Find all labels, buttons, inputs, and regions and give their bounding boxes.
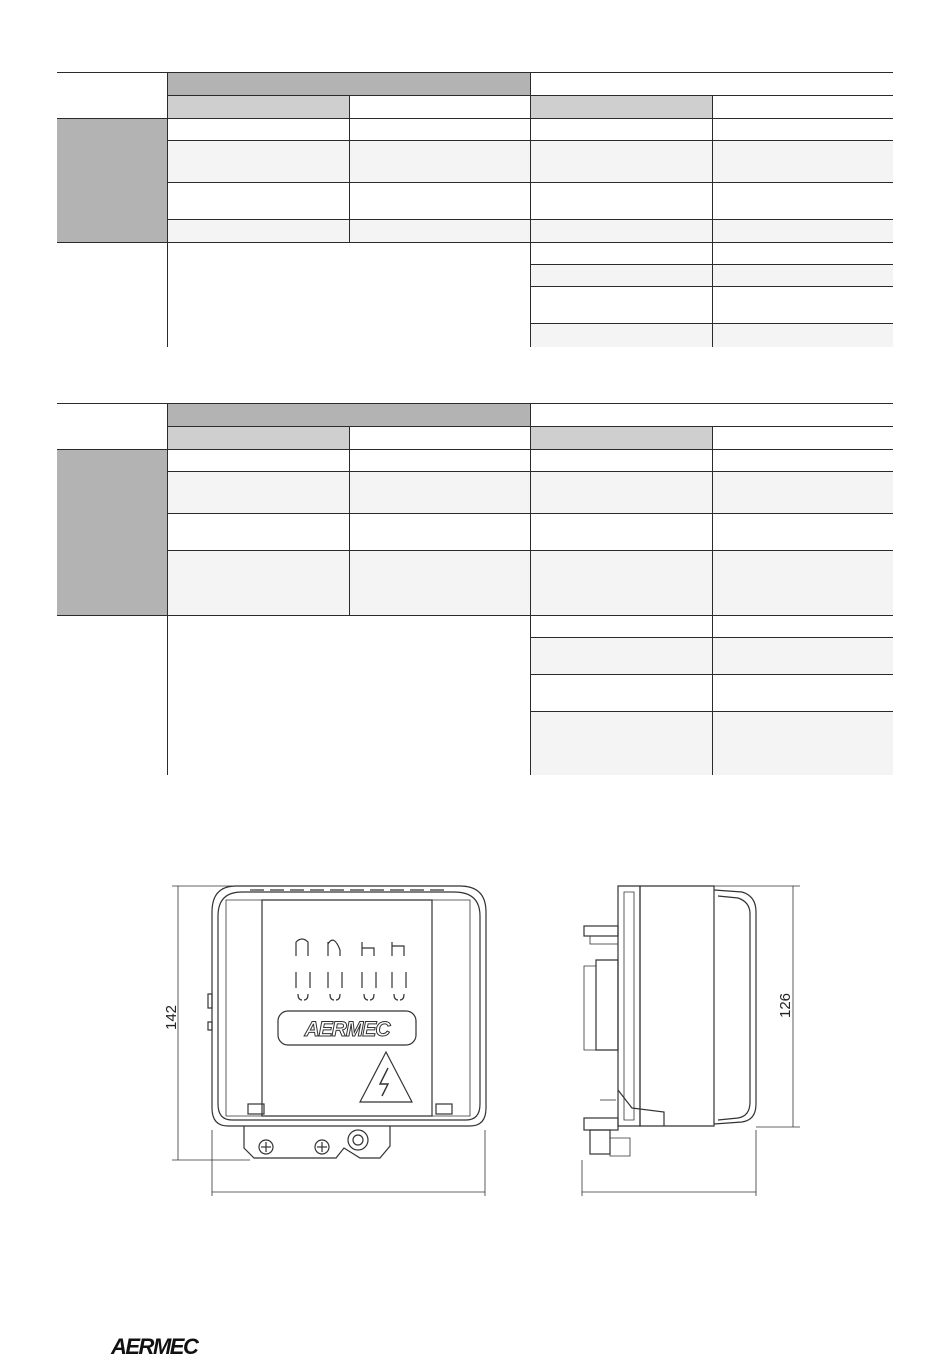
side-view [582, 886, 800, 1196]
device-brand-logo: AERMEC [304, 1018, 390, 1041]
front-height-dimension: 142 [163, 1004, 180, 1030]
footer-logo: AERMEC [111, 1334, 198, 1359]
front-view [172, 886, 486, 1196]
side-height-dimension: 126 [777, 992, 794, 1018]
